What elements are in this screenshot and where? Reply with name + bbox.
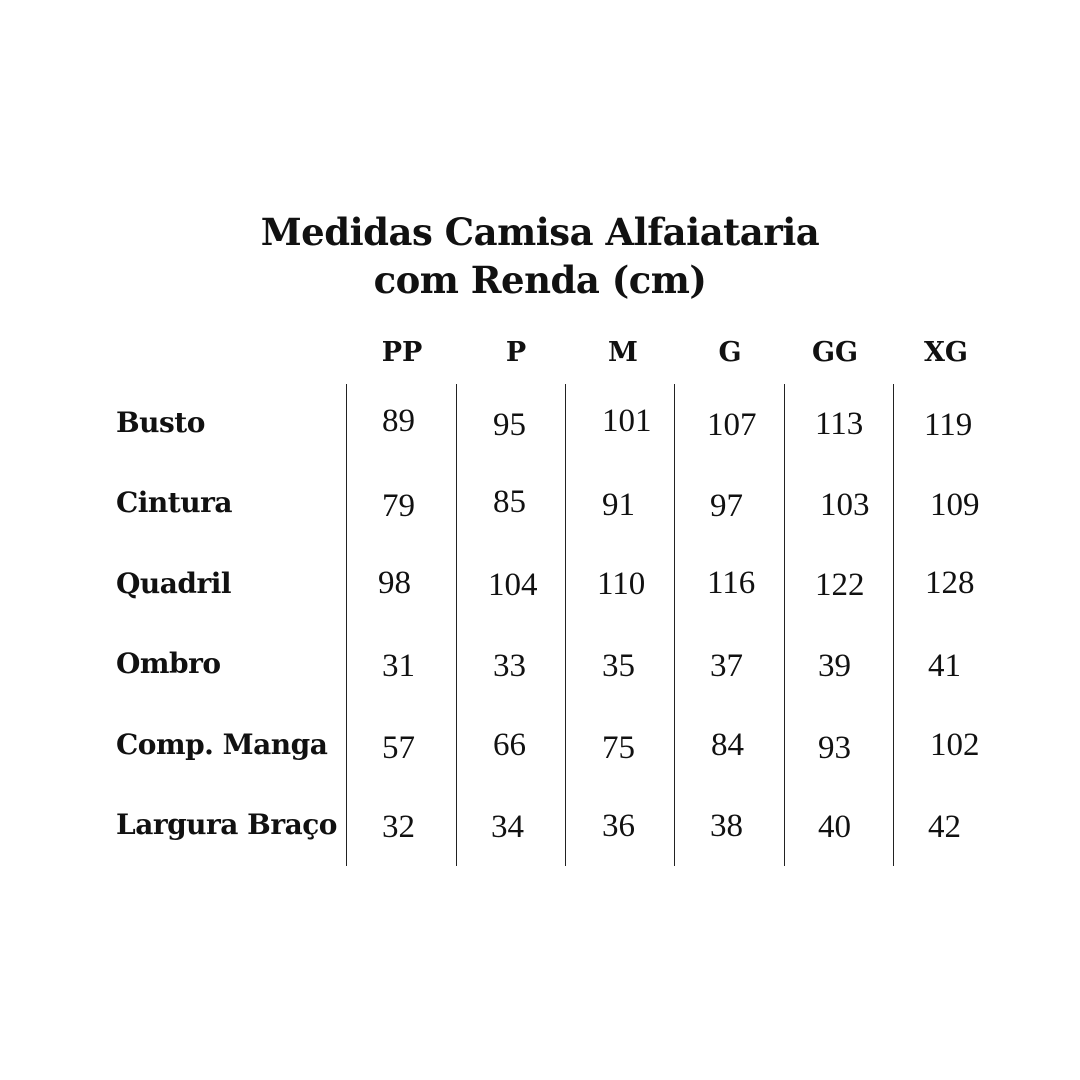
size-header-xg: XG (923, 337, 968, 368)
column-divider (674, 384, 675, 866)
table-cell: 89 (382, 403, 415, 439)
table-cell: 32 (382, 809, 415, 845)
table-cell: 122 (815, 567, 865, 603)
table-cell: 109 (930, 487, 980, 523)
row-label-busto: Busto (116, 406, 205, 439)
table-cell: 95 (493, 407, 526, 443)
row-label-comp-manga: Comp. Manga (116, 728, 328, 761)
table-cell: 66 (493, 727, 526, 763)
table-cell: 37 (710, 648, 743, 684)
table-cell: 35 (602, 648, 635, 684)
table-cell: 101 (602, 403, 652, 439)
table-title-line-1: Medidas Camisa Alfaiataria (260, 210, 820, 254)
table-cell: 75 (602, 730, 635, 766)
column-divider (346, 384, 347, 866)
table-cell: 98 (378, 565, 411, 601)
table-cell: 110 (597, 566, 646, 602)
table-cell: 33 (493, 648, 526, 684)
row-label-largura-braco: Largura Braço (116, 808, 337, 841)
column-divider (565, 384, 566, 866)
table-cell: 103 (820, 487, 870, 523)
table-title-line-2: com Renda (cm) (373, 258, 707, 302)
table-cell: 57 (382, 730, 415, 766)
table-cell: 119 (924, 407, 973, 443)
table-cell: 93 (818, 730, 851, 766)
table-cell: 31 (382, 648, 415, 684)
table-cell: 116 (707, 565, 756, 601)
size-header-p: P (505, 337, 527, 368)
column-divider (456, 384, 457, 866)
table-cell: 36 (602, 808, 635, 844)
row-label-ombro: Ombro (116, 647, 221, 680)
table-cell: 85 (493, 484, 526, 520)
table-cell: 102 (930, 727, 980, 763)
table-cell: 113 (815, 406, 864, 442)
table-cell: 41 (928, 648, 961, 684)
table-cell: 91 (602, 487, 635, 523)
table-cell: 128 (925, 565, 975, 601)
table-cell: 79 (382, 488, 415, 524)
row-label-quadril: Quadril (116, 567, 231, 600)
size-header-gg: GG (811, 337, 859, 368)
table-cell: 104 (488, 567, 538, 603)
column-divider (893, 384, 894, 866)
table-cell: 97 (710, 488, 743, 524)
row-label-cintura: Cintura (116, 486, 232, 519)
size-header-m: M (608, 337, 638, 368)
size-header-pp: PP (381, 337, 423, 368)
table-cell: 38 (710, 808, 743, 844)
size-header-g: G (718, 337, 742, 368)
table-cell: 39 (818, 648, 851, 684)
table-cell: 40 (818, 809, 851, 845)
table-cell: 42 (928, 809, 961, 845)
column-divider (784, 384, 785, 866)
table-cell: 107 (707, 407, 757, 443)
table-cell: 84 (711, 727, 744, 763)
table-cell: 34 (491, 809, 524, 845)
